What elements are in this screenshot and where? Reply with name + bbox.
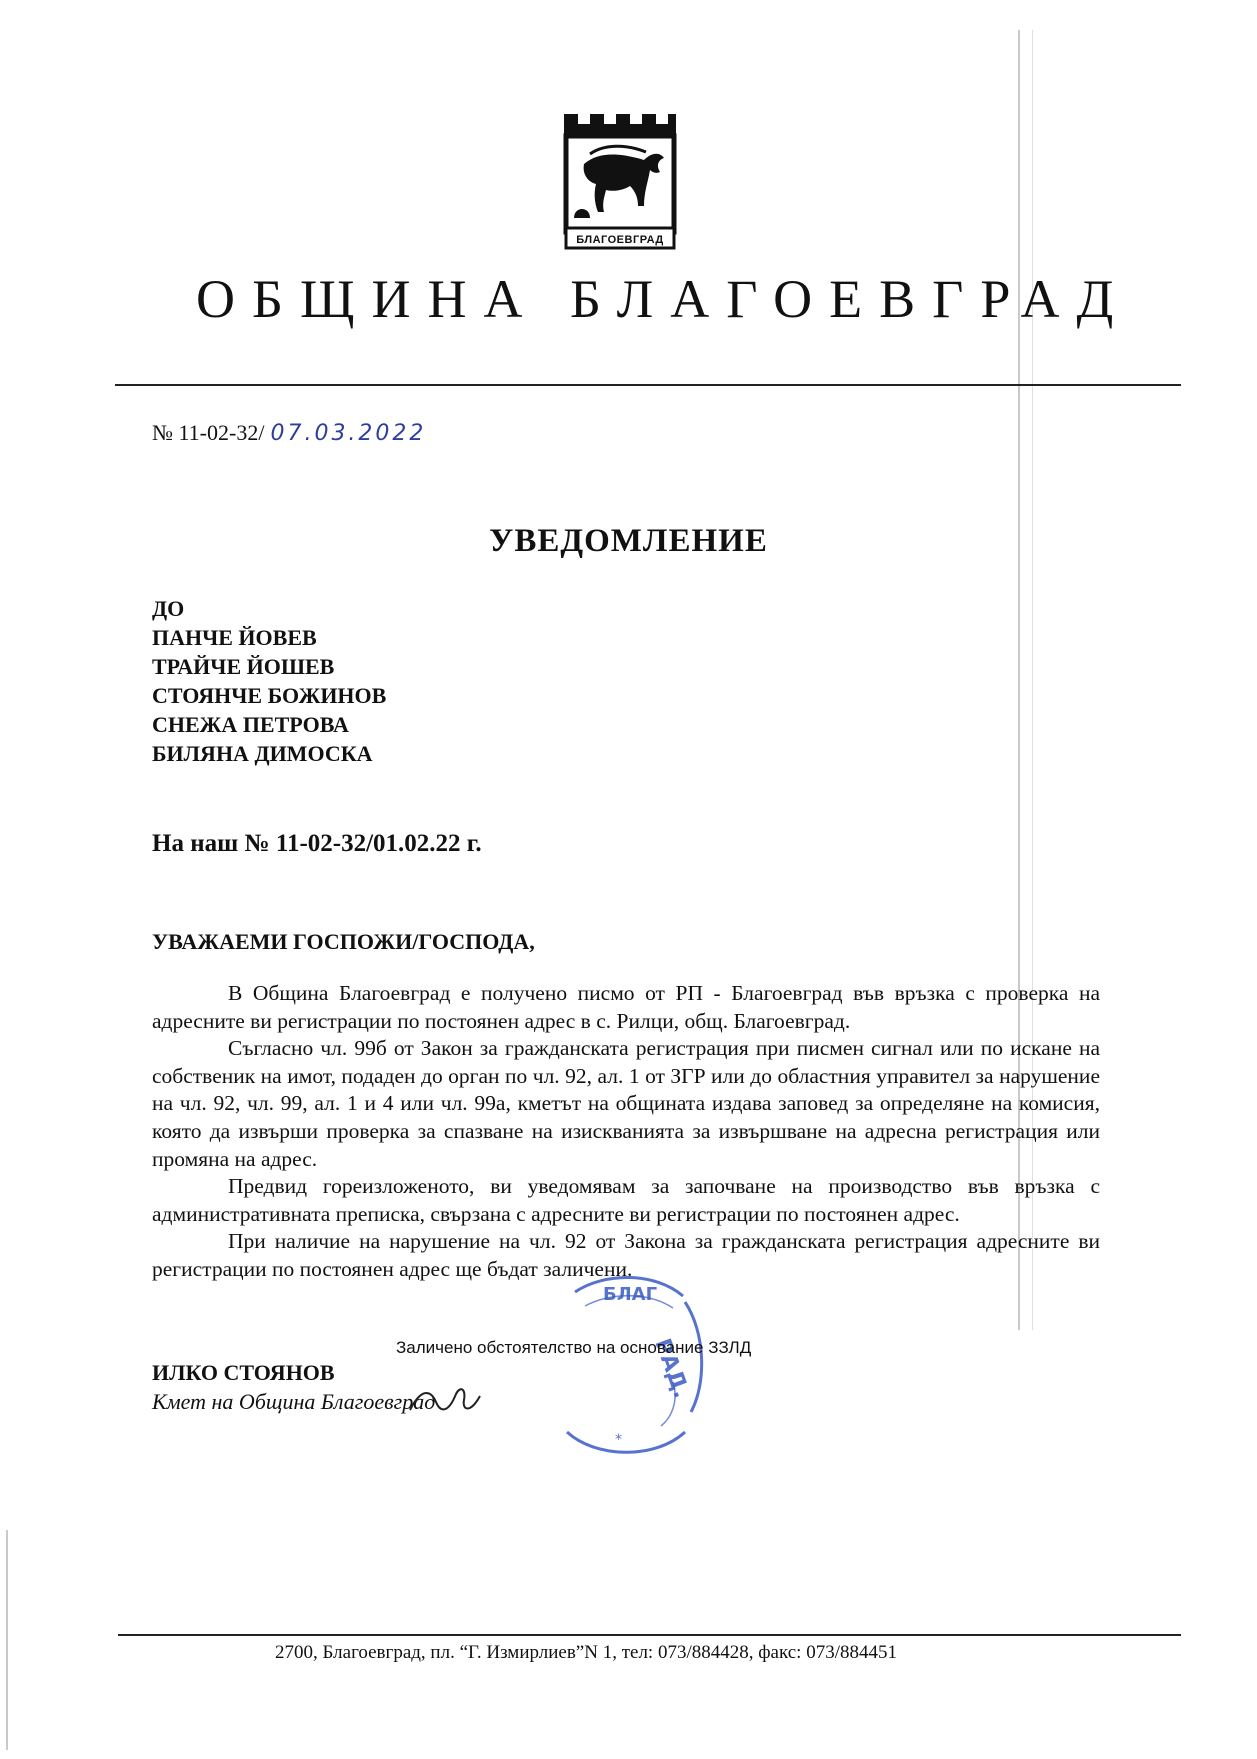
- reference-number: № 11-02-32/: [152, 420, 265, 445]
- document-title: УВЕДОМЛЕНИЕ: [489, 523, 768, 559]
- letter-body: [152, 980, 1100, 1284]
- signer-name: ИЛКО СТОЯНОВ: [152, 1360, 335, 1385]
- body-paragraph: Съгласно чл. 99б от Закон за гражданската регистрация при писмен сигнал или по искане на собственик на имот, подаден до орган по чл. 92, ал. 1 от ЗГР или до областния управител за нарушение на чл. 92, чл. 99, ал. 1 и 4 или чл. 99а, кметът на общината издава заповед за определяне на комисия, която да извърши проверка за спазване на изискванията за извършване на адресна регистрация или промяна на адрес.: [152, 1036, 1100, 1171]
- handwritten-date: 07.03.2022: [270, 421, 427, 446]
- body-paragraph: Предвид гореизложеното, ви уведомявам за започване на производство във връзка с административната преписка, свързана с адресните ви регистрации по постоянен адрес.: [152, 1174, 1100, 1226]
- svg-text:*: *: [615, 1432, 622, 1448]
- footer-divider: [118, 1634, 1181, 1636]
- body-paragraph: При наличие на нарушение на чл. 92 от Закона за гражданската регистрация адресните ви регистрации по постоянен адрес ще бъдат заличени.: [152, 1229, 1100, 1281]
- municipal-crest-logo: [560, 110, 680, 252]
- recipient-line: ПАНЧЕ ЙОВЕВ: [152, 625, 317, 650]
- official-stamp: [545, 1262, 715, 1462]
- handwritten-signature: [400, 1380, 500, 1420]
- svg-text:БЛАГ: БЛАГ: [603, 1284, 658, 1305]
- header-divider: [115, 384, 1181, 386]
- body-paragraph: В Община Благоевград е получено писмо от РП - Благоевград във връзка с проверка на адресните ви регистрации по постоянен адрес в с. Рилци, общ. Благоевград.: [152, 981, 1100, 1033]
- recipient-block: [152, 594, 386, 768]
- reply-reference: На наш № 11-02-32/01.02.22 г.: [152, 830, 482, 857]
- svg-text:БЛАГОЕВГРАД: БЛАГОЕВГРАД: [576, 234, 664, 246]
- outgoing-reference: [152, 420, 426, 446]
- recipient-line: СТОЯНЧЕ БОЖИНОВ: [152, 683, 387, 708]
- footer-contact-address: 2700, Благоевград, пл. “Г. Измирлиев”N 1, тел: 073/884428, факс: 073/884451: [275, 1642, 897, 1663]
- scan-artifact-line: [6, 1530, 8, 1750]
- municipality-title: ОБЩИНА БЛАГОЕВГРАД: [196, 269, 1131, 329]
- recipient-line: ТРАЙЧЕ ЙОШЕВ: [152, 654, 335, 679]
- recipient-line: СНЕЖА ПЕТРОВА: [152, 712, 349, 737]
- signer-title: Кмет на Община Благоевград: [152, 1389, 436, 1414]
- svg-text:РАД.: РАД.: [649, 1335, 694, 1402]
- recipient-line: ДО: [152, 596, 185, 621]
- redaction-notice: Заличено обстоятелство на основание ЗЗЛД: [396, 1338, 752, 1357]
- salutation: УВАЖАЕМИ ГОСПОЖИ/ГОСПОДА,: [152, 929, 535, 954]
- recipient-line: БИЛЯНА ДИМОСКА: [152, 741, 373, 766]
